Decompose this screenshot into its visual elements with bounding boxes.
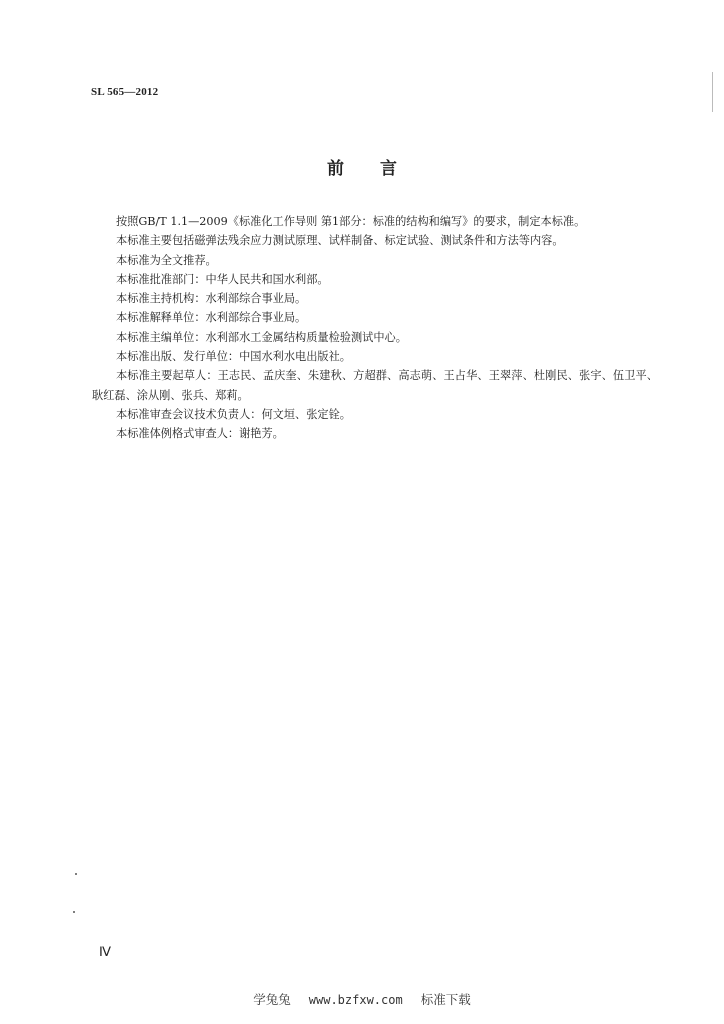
page-number: Ⅳ (99, 944, 111, 959)
paragraph-4: 本标准批准部门：中华人民共和国水利部。 (116, 272, 329, 286)
paragraph-1: 按照GB/T 1.1—2009《标准化工作导则 第1部分：标准的结构和编写》的要求，制定本标准。 (116, 215, 586, 228)
page-title (0, 154, 724, 179)
paragraph-7: 本标准主编单位：水利部水工金属结构质量检验测试中心。 (116, 330, 407, 344)
standard-code: SL 565—2012 (91, 86, 159, 98)
footer-url: www.bzfxw.com (308, 993, 403, 1007)
paragraph-9-drafters: 本标准主要起草人：王志民、孟庆奎、朱建秋、方超群、高志萌、王占华、王翠萍、杜刚民、张宇、伍卫平、耿红磊、涂从刚、张兵、郑莉。 (92, 369, 658, 402)
footer-left: 学兔兔 (253, 992, 291, 1007)
title-part-2: 言 (380, 159, 397, 179)
scan-speck (73, 911, 75, 913)
watermark-footer (0, 990, 724, 1008)
paragraph-3: 本标准为全文推荐。 (116, 253, 217, 267)
paragraph-2: 本标准主要包括磁弹法残余应力测试原理、试样制备、标定试验、测试条件和方法等内容。 (116, 234, 564, 248)
paragraph-6: 本标准解释单位：水利部综合事业局。 (116, 311, 307, 325)
scan-speck (75, 873, 77, 875)
title-part-1: 前 (327, 159, 344, 179)
paragraph-8: 本标准出版、发行单位：中国水利水电出版社。 (116, 350, 351, 364)
footer-right: 标准下载 (420, 992, 471, 1007)
foreword-body (92, 212, 658, 444)
paragraph-11: 本标准体例格式审查人：谢艳芳。 (116, 427, 284, 441)
scan-edge-mark (712, 72, 713, 112)
paragraph-5: 本标准主持机构：水利部综合事业局。 (116, 292, 307, 306)
paragraph-10: 本标准审查会议技术负责人：何文垣、张定铨。 (116, 407, 351, 421)
